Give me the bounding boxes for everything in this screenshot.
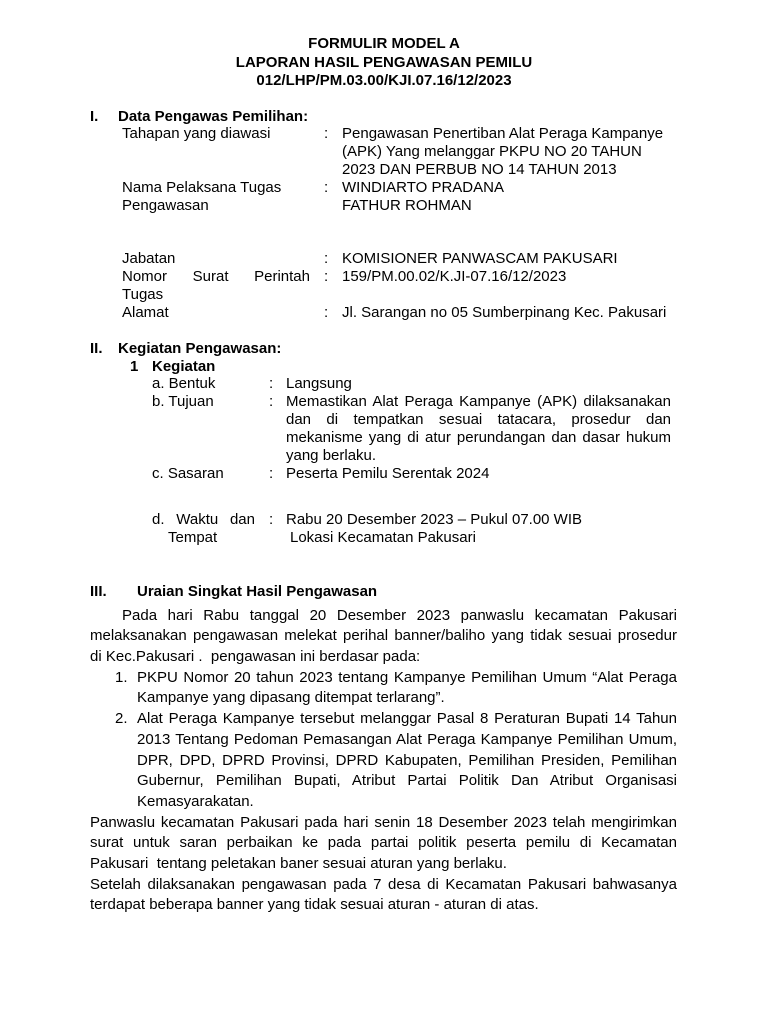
legal-basis-list [0, 668, 768, 813]
colon-separator: : [324, 179, 329, 196]
colon-separator: : [324, 250, 329, 267]
colon-separator: : [269, 511, 274, 528]
label-line: Alamat [122, 304, 169, 321]
value-line: Memastikan Alat Peraga Kampanye (APK) dilaksanakan [286, 393, 671, 410]
activity-target-row [0, 465, 768, 483]
activity-purpose-row [0, 393, 768, 464]
supervised-stage-row [0, 125, 768, 178]
activity-form-row [0, 375, 768, 393]
colon-separator: : [269, 465, 274, 482]
colon-separator: : [324, 125, 329, 142]
row-label [122, 179, 310, 215]
row-label [122, 250, 310, 268]
value-line: KOMISIONER PANWASCAM PAKUSARI [342, 250, 618, 267]
findings-paragraph [0, 875, 768, 916]
value-line: 159/PM.00.02/K.JI-07.16/12/2023 [342, 268, 567, 285]
colon-separator: : [324, 268, 329, 285]
section-2-heading [0, 340, 768, 358]
list-item-line: PKPU Nomor 20 tahun 2023 tentang Kampanye Pemilihan Umum “Alat Peraga [137, 668, 677, 686]
row-value [286, 393, 671, 465]
section-1-heading [0, 108, 768, 126]
colon-separator: : [269, 375, 274, 392]
order-number-row [0, 268, 768, 303]
paragraph-line: Setelah dilaksanakan pengawasan pada 7 desa di Kecamatan Pakusari bahwasanya [90, 875, 677, 893]
label-line: c. Sasaran [152, 465, 224, 482]
executor-names-row [0, 179, 768, 214]
list-marker: 1. [115, 668, 128, 686]
row-label [152, 375, 255, 393]
list-marker: 2. [115, 710, 128, 728]
list-item-line: Alat Peraga Kampanye tersebut melanggar Pasal 8 Peraturan Bupati 14 Tahun [137, 710, 677, 728]
intro-paragraph [0, 606, 768, 668]
value-line: Pengawasan Penertiban Alat Peraga Kampanye [342, 125, 664, 142]
section-number: III. [90, 583, 107, 600]
label-line: Tempat [168, 529, 218, 546]
colon-separator: : [269, 393, 274, 410]
row-value [286, 465, 671, 483]
row-value [342, 250, 682, 268]
row-value [342, 125, 682, 179]
paragraph-line: melaksanakan pengawasan melekat perihal banner/baliho yang tidak sesuai prosedur [90, 627, 677, 645]
list-item-line: Kemasyarakatan. [137, 792, 254, 810]
value-line: FATHUR ROHMAN [342, 197, 472, 214]
activity-title: Kegiatan [152, 358, 216, 375]
list-item-line: DPR, DPD, DPRD Provinsi, DPRD Kabupaten, Pemilihan Presiden, Pemilihan [137, 751, 677, 769]
label-line: Nomor Surat Perintah [122, 268, 310, 285]
list-item-line: Kampanye yang dipasang ditempat terlarang”. [137, 689, 445, 707]
paragraph-line: Panwaslu kecamatan Pakusari pada hari senin 18 Desember 2023 telah mengirimkan [90, 813, 677, 831]
label-line: Tugas [122, 286, 164, 303]
paragraph-line: terdapat beberapa banner yang tidak sesuai aturan - aturan di atas. [90, 896, 539, 914]
label-line: Pengawasan [122, 197, 209, 214]
section-title: Uraian Singkat Hasil Pengawasan [137, 583, 378, 600]
row-label [122, 268, 310, 304]
row-value [286, 375, 671, 393]
list-item-line: 2013 Tentang Pedoman Pemasangan Alat Peraga Kampanye Pemilihan Umum, [137, 730, 677, 748]
activity-number: 1 [130, 358, 139, 375]
colon-separator: : [324, 304, 329, 321]
value-line: Langsung [286, 375, 352, 392]
row-label [152, 465, 255, 483]
form-name: FORMULIR MODEL A [308, 35, 460, 52]
row-label [152, 393, 255, 411]
row-value [342, 179, 682, 215]
value-line: Peserta Pemilu Serentak 2024 [286, 465, 490, 482]
row-label [122, 304, 310, 322]
section-number: II. [90, 340, 103, 357]
value-line: Rabu 20 Desember 2023 – Pukul 07.00 WIB [286, 511, 583, 528]
section-number: I. [90, 108, 99, 125]
label-line: Nama Pelaksana Tugas [122, 179, 282, 196]
value-line: 2023 DAN PERBUB NO 14 TAHUN 2013 [342, 161, 617, 178]
value-line: Lokasi Kecamatan Pakusari [290, 529, 476, 546]
paragraph-line: di Kec.Pakusari . pengawasan ini berdasar pada: [90, 648, 421, 665]
activity-heading [0, 358, 768, 376]
follow-up-paragraph [0, 813, 768, 875]
value-line: mekanisme yang di atur perundangan dan dasar hukum [286, 429, 671, 446]
label-line: d. Waktu dan [152, 511, 255, 528]
value-line: WINDIARTO PRADANA [342, 179, 504, 196]
list-item [0, 709, 768, 813]
value-line: yang berlaku. [286, 447, 377, 464]
row-value [342, 268, 682, 286]
value-line: dan di tempatkan sesuai tatacara, prosedur dan [286, 411, 671, 428]
address-row [0, 304, 768, 322]
row-value [286, 511, 671, 547]
row-label [122, 125, 310, 143]
value-line: Jl. Sarangan no 05 Sumberpinang Kec. Pakusari [342, 304, 667, 321]
activity-time-place-row [0, 511, 768, 546]
document-header [0, 35, 768, 91]
report-title: LAPORAN HASIL PENGAWASAN PEMILU [235, 53, 533, 71]
list-item-line: Gubernur, Pemilihan Bupati, Atribut Partai Politik Dan Atribut Organisasi [137, 772, 677, 790]
label-line: b. Tujuan [152, 393, 214, 410]
label-line: a. Bentuk [152, 375, 216, 392]
value-line: (APK) Yang melanggar PKPU NO 20 TAHUN [342, 143, 642, 160]
section-title: Kegiatan Pengawasan: [118, 340, 282, 357]
row-value [342, 304, 682, 322]
row-label [152, 511, 255, 547]
paragraph-line: Pada hari Rabu tanggal 20 Desember 2023 panwaslu kecamatan Pakusari [122, 606, 677, 624]
report-number: 012/LHP/PM.03.00/KJI.07.16/12/2023 [256, 72, 512, 89]
label-line: Tahapan yang diawasi [122, 125, 271, 142]
position-row [0, 250, 768, 268]
section-3-heading [0, 583, 768, 601]
paragraph-line: Pakusari tentang peletakan baner sesuai aturan yang berlaku. [90, 855, 507, 873]
list-item [0, 668, 768, 709]
paragraph-line: surat untuk saran perbaikan ke pada partai politik peserta pemilu di Kecamatan [90, 834, 677, 852]
label-line: Jabatan [122, 250, 176, 267]
section-3-body [0, 606, 768, 917]
section-title: Data Pengawas Pemilihan: [118, 108, 309, 125]
